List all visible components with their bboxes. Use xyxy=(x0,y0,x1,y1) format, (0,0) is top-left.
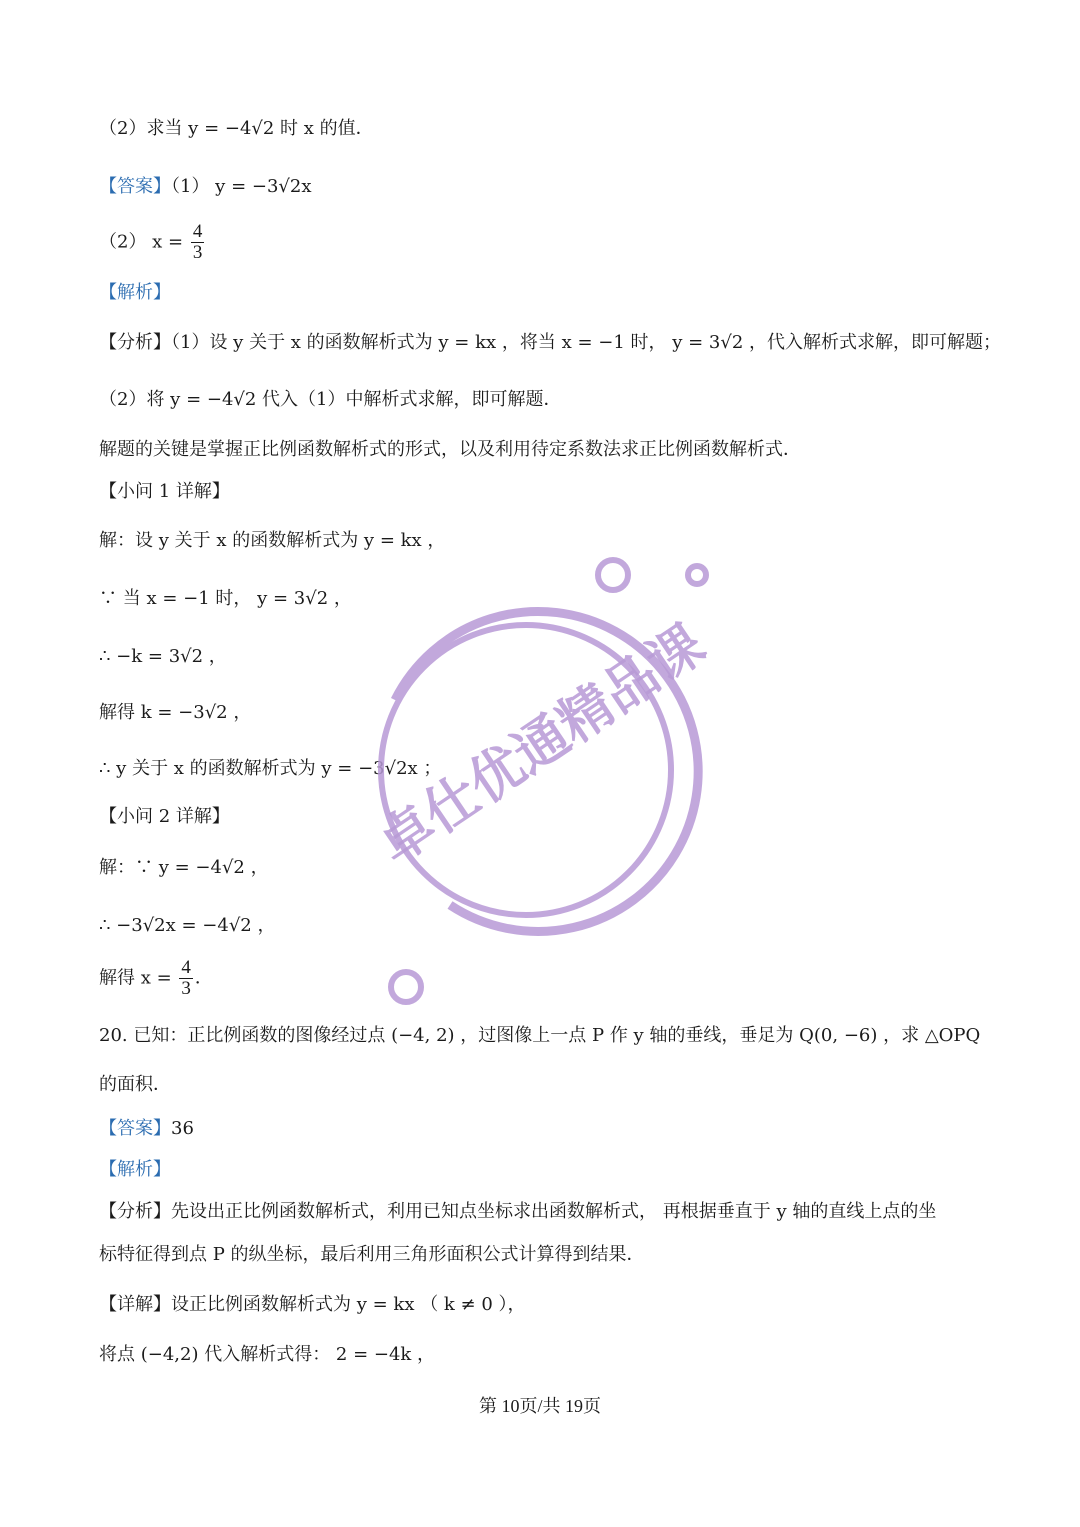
fraction-denominator: 3 xyxy=(192,242,203,263)
sub1-line-4: 解得 k = −3√2 ， xyxy=(99,702,252,723)
q20-analysis-text-1: 先设出正比例函数解析式，利用已知点坐标求出函数解析式， 再根据垂直于 y 轴的直线上点的坐 xyxy=(171,1201,937,1222)
watermark-dot-1 xyxy=(598,560,628,590)
key-point: 解题的关键是掌握正比例函数解析式的形式，以及利用待定系数法求正比例函数解析式． xyxy=(99,439,801,460)
watermark-dot-3 xyxy=(391,972,421,1002)
q20-jiexi-heading xyxy=(99,1157,171,1183)
sub1-heading: 【小问 1 详解】 xyxy=(99,481,230,502)
q20-detail-line-1 xyxy=(99,1292,526,1318)
analysis-line-1 xyxy=(99,330,1001,356)
page-footer: 第 10页/共 19页 xyxy=(478,1396,601,1416)
sub2-line-3-prefix: 解得 x = xyxy=(99,967,172,989)
sub1-line-2: ∵ 当 x = −1 时， y = 3√2 ， xyxy=(99,588,352,609)
answer-tag: 【答案】 xyxy=(99,176,171,197)
q20-answer-tag: 【答案】 xyxy=(99,1118,171,1139)
sub2-line-2: ∴ −3√2x = −4√2 ， xyxy=(99,915,276,936)
question-20-line-2: 的面积． xyxy=(99,1074,171,1095)
sub1-line-3: ∴ −k = 3√2 ， xyxy=(99,646,227,667)
answer-line-2 xyxy=(99,222,206,263)
q20-detail-line-2: 将点 (−4,2) 代入解析式得： 2 = −4k ， xyxy=(99,1344,436,1365)
q20-answer xyxy=(99,1116,194,1142)
jiexi-heading xyxy=(99,280,171,306)
q20-detail-text-1: 设正比例函数解析式为 y = kx （ k ≠ 0 ）， xyxy=(171,1294,526,1315)
analysis-line-2: （2）将 y = −4√2 代入（1）中解析式求解，即可解题． xyxy=(99,389,562,410)
answer-2-fraction xyxy=(191,222,205,263)
sub2-line-3 xyxy=(99,958,213,999)
q20-analysis-tag: 【分析】 xyxy=(99,1201,171,1222)
watermark-text: 卓仕优通精品课 xyxy=(367,612,716,876)
sub1-line-1: 解：设 y 关于 x 的函数解析式为 y = kx ， xyxy=(99,530,446,551)
q20-answer-value: 36 xyxy=(171,1118,194,1139)
analysis-text-1: （1）设 y 关于 x 的函数解析式为 y = kx ，将当 x = −1 时， y = 3√2 ，代入解析式求解，即可解题； xyxy=(171,332,1002,353)
sub2-line-1: 解：∵ y = −4√2 ， xyxy=(99,857,269,878)
q20-jiexi-tag: 【解析】 xyxy=(99,1159,171,1180)
fraction-numerator: 4 xyxy=(192,221,203,242)
watermark-dot-2 xyxy=(688,566,706,584)
sub2-heading: 【小问 2 详解】 xyxy=(99,806,230,827)
question-part-2: （2）求当 y = −4√2 时 x 的值． xyxy=(99,118,374,139)
q20-analysis-line-1 xyxy=(99,1199,936,1225)
answer-line-1 xyxy=(99,174,311,200)
fraction-numerator: 4 xyxy=(181,957,191,978)
q20-analysis-line-2: 标特征得到点 P 的纵坐标，最后利用三角形面积公式计算得到结果． xyxy=(99,1244,645,1265)
question-20-line-1: 20. 已知：正比例函数的图像经过点 (−4, 2) ，过图像上一点 P 作 y 轴的垂线，垂足为 Q(0, −6) ，求 △OPQ xyxy=(99,1025,981,1046)
analysis-tag: 【分析】 xyxy=(99,332,171,353)
sub2-line-3-suffix: ． xyxy=(194,967,213,989)
jiexi-tag: 【解析】 xyxy=(99,282,171,303)
answer-1: （1） y = −3√2x xyxy=(171,176,312,197)
fraction-denominator: 3 xyxy=(181,978,191,999)
sub2-fraction xyxy=(179,958,193,999)
q20-detail-tag: 【详解】 xyxy=(99,1294,171,1315)
sub1-line-5: ∴ y 关于 x 的函数解析式为 y = −3√2x ； xyxy=(99,758,442,779)
answer-2-prefix: （2） x = xyxy=(99,231,184,253)
